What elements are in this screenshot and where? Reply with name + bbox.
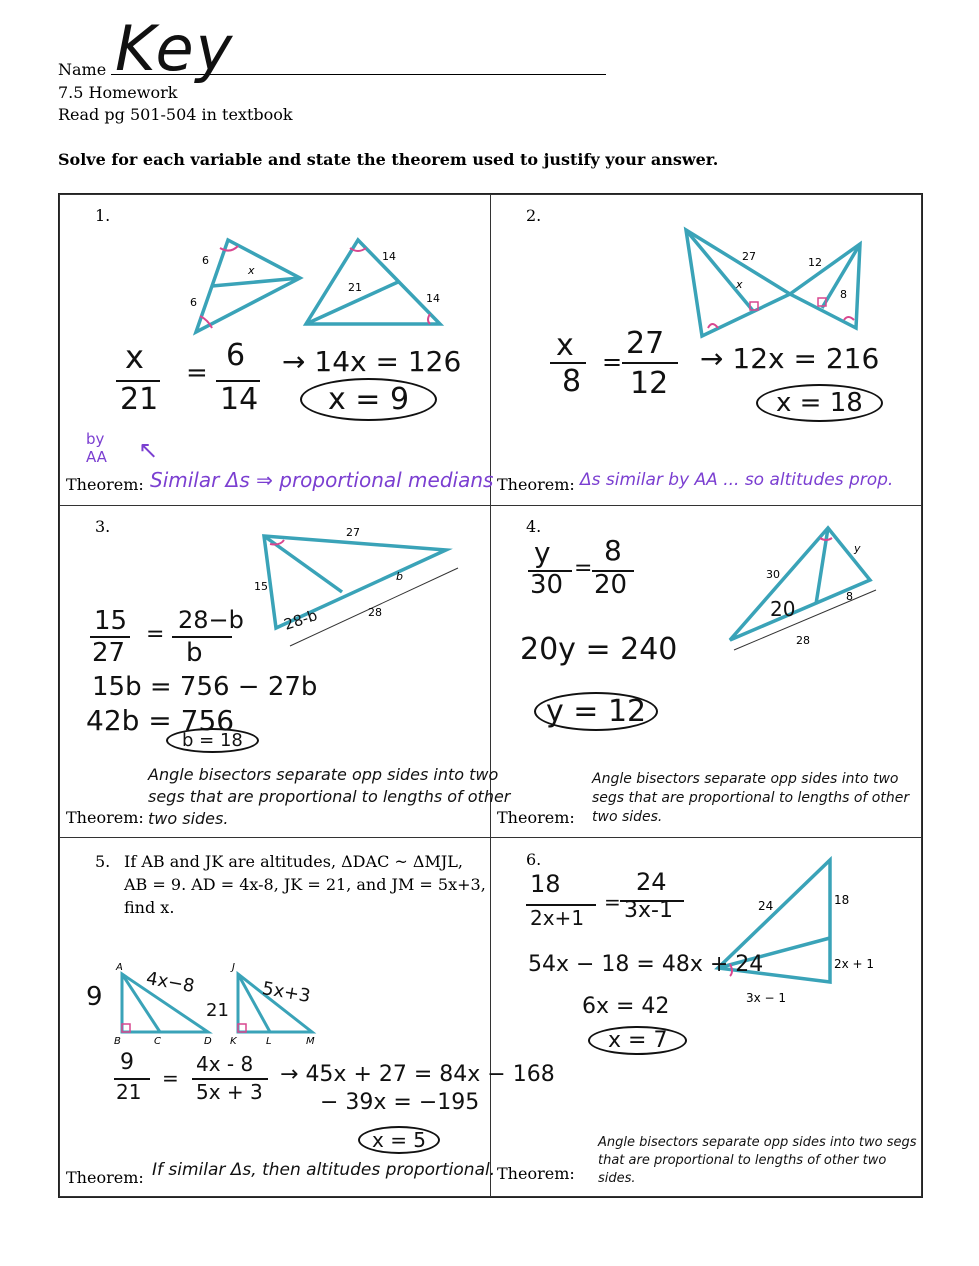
p1-label-6-top: 6: [202, 254, 209, 267]
problem-1-figure: [190, 234, 450, 334]
p3-theorem-label: Theorem:: [66, 808, 144, 827]
p3-label-28-b: 28-b: [281, 606, 320, 634]
instructions: Solve for each variable and state the theorem used to justify your answer.: [58, 150, 719, 169]
p4-theorem: Angle bisectors separate opp sides into two segs that are proportional to lengths of other two sides.: [592, 771, 910, 825]
p5-label-K: K: [230, 1036, 237, 1047]
p2-frac-num-right: 27: [626, 326, 665, 361]
p5-frac-den-left: 21: [116, 1080, 142, 1104]
p5-label-J: J: [232, 962, 235, 973]
p5-label-L: L: [266, 1036, 272, 1047]
p5-theorem: If similar Δs, then altitudes proportional.: [152, 1160, 496, 1180]
p1-answer: x = 9: [300, 378, 437, 421]
problem-1-number: 1.: [95, 206, 111, 225]
p4-label-28: 28: [796, 634, 810, 647]
p1-note: by AA: [86, 430, 107, 466]
p4-theorem-label: Theorem:: [497, 808, 575, 827]
problem-2-figure: [672, 224, 872, 354]
p6-label-24: 24: [758, 899, 774, 913]
p1-work-line1: → 14x = 126: [282, 345, 462, 378]
p4-equals: =: [574, 556, 593, 581]
p4-frac-den-left: 30: [530, 570, 564, 600]
p5-work-line1: → 45x + 27 = 84x − 168: [280, 1062, 555, 1087]
p1-frac-num-left: x: [125, 338, 144, 376]
name-label: Name: [58, 60, 107, 79]
p5-frac-num-right: 4x - 8: [196, 1052, 254, 1076]
p1-label-14-right: 14: [426, 292, 440, 305]
problem-6-number: 6.: [526, 850, 542, 869]
problem-5-number: 5.: [95, 852, 111, 871]
p3-frac-den-right: b: [186, 638, 203, 668]
p5-prompt-line2: AB = 9. AD = 4x-8, JK = 21, and JM = 5x+3,: [124, 875, 486, 894]
p3-equals: =: [146, 622, 165, 647]
p2-work-line1: → 12x = 216: [700, 342, 880, 375]
p6-label-3x-1: 3x − 1: [746, 991, 787, 1005]
p2-answer: x = 18: [756, 384, 883, 422]
p6-frac-num-right: 24: [636, 868, 667, 896]
p5-hw-9: 9: [86, 982, 103, 1012]
p5-work-line2: − 39x = −195: [320, 1090, 480, 1115]
p4-work-line1: 20y = 240: [520, 632, 678, 667]
p6-label-18: 18: [834, 893, 850, 907]
p4-label-30: 30: [766, 568, 780, 581]
p6-theorem-label: Theorem:: [497, 1164, 575, 1183]
p1-label-6-bottom: 6: [190, 296, 197, 309]
problem-3-number: 3.: [95, 517, 111, 536]
p5-hw-21: 21: [206, 1000, 229, 1021]
p5-prompt-line1: If AB and JK are altitudes, ΔDAC ~ ΔMJL,: [124, 852, 463, 871]
p1-equals: =: [186, 358, 208, 388]
p5-theorem-label: Theorem:: [66, 1168, 144, 1187]
p5-label-D: D: [204, 1036, 212, 1047]
p3-frac-num-left: 15: [94, 606, 128, 636]
p3-label-15: 15: [254, 580, 268, 593]
p5-label-M: M: [306, 1036, 315, 1047]
problem-2-number: 2.: [526, 206, 542, 225]
problem-4-number: 4.: [526, 517, 542, 536]
p5-answer: x = 5: [358, 1126, 440, 1154]
assignment-title: 7.5 Homework: [58, 83, 178, 102]
p5-hw-4x-8: 4x−8: [144, 967, 197, 998]
p1-frac-num-right: 6: [226, 338, 246, 373]
problem-3-figure: [250, 522, 470, 652]
p5-equals: =: [162, 1066, 179, 1090]
p4-answer: y = 12: [534, 692, 658, 731]
p4-label-y: y: [854, 542, 861, 555]
p2-theorem-label: Theorem:: [497, 475, 575, 494]
p6-work-line1: 54x − 18 = 48x + 24: [528, 952, 764, 977]
p5-label-A: A: [116, 962, 123, 973]
p3-frac-den-left: 27: [92, 638, 126, 668]
p2-label-27: 27: [742, 250, 756, 263]
p5-frac-num-left: 9: [120, 1050, 134, 1075]
p3-theorem: Angle bisectors separate opp sides into two segs that are proportional to lengths of other two sides.: [148, 765, 511, 828]
p1-label-14-top: 14: [382, 250, 396, 263]
p1-frac-den-left: 21: [120, 382, 159, 417]
p3-frac-num-right: 28−b: [178, 606, 244, 634]
p6-theorem: Angle bisectors separate opp sides into two segs that are proportional to lengths of other two sides.: [598, 1135, 917, 1186]
reading-note: Read pg 501-504 in textbook: [58, 105, 293, 124]
p4-label-8: 8: [846, 590, 853, 603]
p3-label-28: 28: [368, 606, 382, 619]
p3-work-line2: 42b = 756: [86, 704, 235, 737]
p4-frac-den-right: 20: [594, 570, 628, 600]
p5-hw-5x+3: 5x+3: [260, 977, 313, 1008]
p5-frac-den-right: 5x + 3: [196, 1080, 263, 1104]
p2-theorem: Δs similar by AA ... so altitudes prop.: [580, 470, 894, 490]
p5-label-C: C: [154, 1036, 161, 1047]
p2-equals: =: [602, 348, 623, 376]
p2-label-x: x: [736, 278, 743, 291]
p3-work-line1: 15b = 756 − 27b: [92, 672, 318, 702]
p1-arrow-icon: ↖: [138, 436, 159, 464]
p4-label-20: 20: [770, 597, 796, 621]
p2-frac-den-right: 12: [630, 366, 669, 401]
p3-answer: b = 18: [166, 728, 259, 753]
p2-label-8: 8: [840, 288, 847, 301]
p1-theorem-label: Theorem:: [66, 475, 144, 494]
p3-label-b: b: [396, 570, 403, 583]
problem-5-figure: [110, 960, 350, 1050]
p2-label-12: 12: [808, 256, 822, 269]
p4-frac-num-left: y: [534, 536, 551, 569]
p5-label-B: B: [114, 1036, 121, 1047]
p2-frac-den-left: 8: [562, 364, 582, 399]
p3-label-27: 27: [346, 526, 360, 539]
p1-label-x: x: [248, 264, 255, 277]
p6-label-2x+1: 2x + 1: [834, 957, 875, 971]
p6-answer: x = 7: [588, 1026, 687, 1055]
p6-equals: =: [604, 890, 621, 914]
p6-frac-den-right: 3x-1: [624, 898, 673, 923]
name-signature: Key: [115, 12, 235, 85]
p1-label-21: 21: [348, 281, 362, 294]
p6-frac-num-left: 18: [530, 870, 561, 898]
p1-frac-den-right: 14: [220, 382, 259, 417]
p4-frac-num-right: 8: [604, 534, 622, 567]
p5-prompt-line3: find x.: [124, 898, 175, 917]
problem-4-figure: [720, 522, 880, 652]
p2-frac-num-left: x: [556, 328, 574, 363]
p6-frac-den-left: 2x+1: [530, 906, 585, 930]
p1-theorem: Similar Δs ⇒ proportional medians: [150, 468, 494, 492]
p6-work-line2: 6x = 42: [582, 994, 670, 1019]
